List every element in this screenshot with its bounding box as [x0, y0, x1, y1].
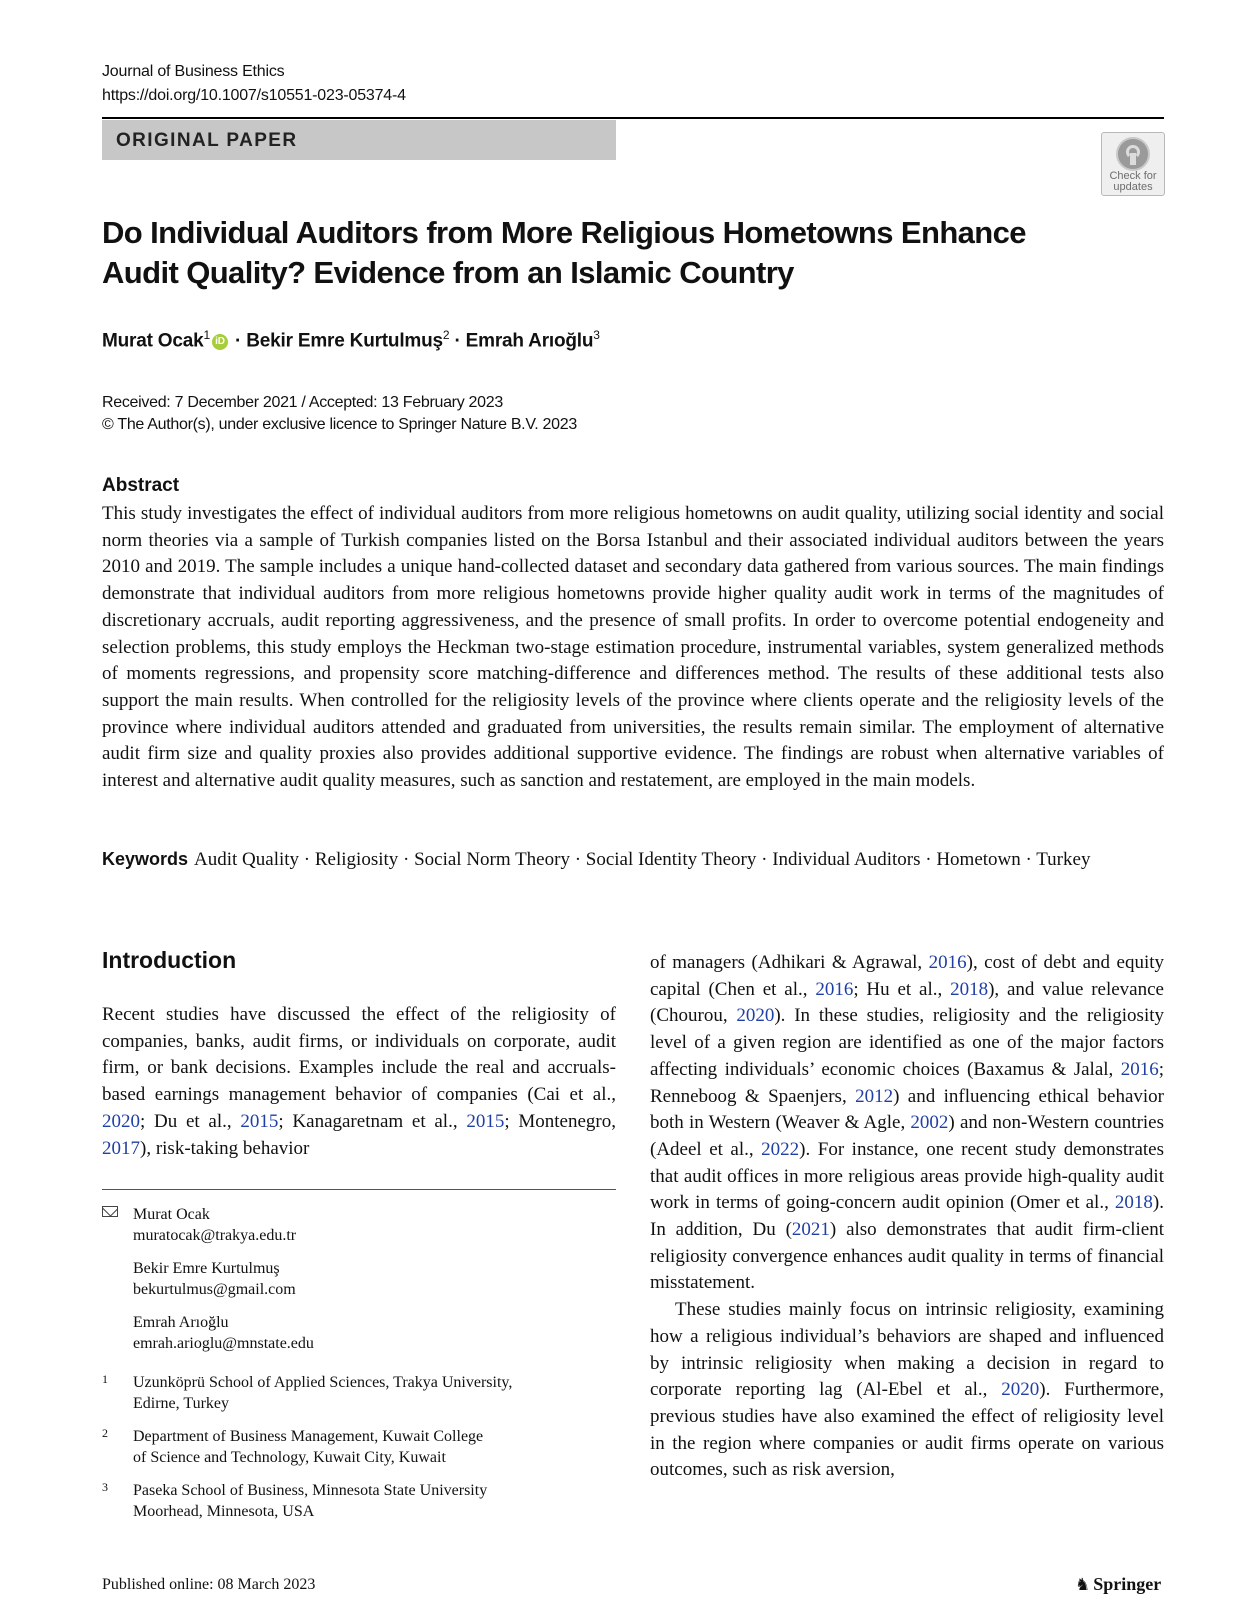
author-affiliation-mark: 1: [203, 328, 210, 342]
footnote-rule: [102, 1189, 616, 1190]
text-run: Recent studies have discussed the effect of the religiosity of companies, banks, audit firms, or individuals on corporate, audit firm, or bank decisions. Examples include the real and accruals-based earnings management behavior of companies (Cai et al.,: [102, 1004, 616, 1106]
affiliation: [102, 1480, 622, 1522]
text-run: ; Renneboog & Spaenjers,: [650, 1058, 1164, 1107]
citation-link[interactable]: 2015: [466, 1110, 505, 1132]
article-title: [102, 213, 1062, 293]
text-run: ), cost of debt and equity capital (Chen et al.,: [650, 952, 1164, 1000]
citation-link[interactable]: 2016: [815, 978, 854, 1000]
author-name[interactable]: Murat Ocak: [102, 330, 204, 352]
citation-link[interactable]: 2015: [240, 1110, 279, 1132]
envelope-icon: [102, 1206, 118, 1217]
author-separator: ·: [229, 330, 247, 352]
text-run: ). Furthermore, previous studies have also examined the effect of religiosity level in the region where companies or audit firms operate on various outcomes, such as risk aversion,: [650, 1379, 1164, 1481]
text-run: ). For instance, one recent study demonstrates that audit offices in more religious areas provide high-quality audit work in terms of going-concern audit opinion (Omer et al.,: [650, 1138, 1164, 1214]
text-run: ; Du et al.,: [140, 1110, 241, 1132]
published-online: Published online: 08 March 2023: [102, 1576, 316, 1593]
citation-link[interactable]: 2018: [1114, 1192, 1153, 1214]
citation-link[interactable]: 2020: [736, 1005, 775, 1027]
author-affiliation-mark: 3: [593, 328, 600, 342]
intro-right-column: [650, 950, 1164, 1484]
abstract-heading: Abstract: [102, 475, 180, 496]
citation-link[interactable]: 2002: [910, 1112, 949, 1134]
affiliation-number: 3: [102, 1480, 108, 1494]
author-separator: ·: [449, 330, 466, 352]
citation-link[interactable]: 2018: [950, 978, 989, 1000]
intro-paragraph-left: [102, 1002, 616, 1162]
citation-link[interactable]: 2012: [855, 1085, 894, 1107]
author-contact: [133, 1312, 622, 1354]
affiliation-number: 1: [102, 1372, 108, 1386]
paper-type-label: ORIGINAL PAPER: [116, 130, 298, 151]
check-for-updates-badge[interactable]: [1101, 132, 1165, 196]
text-run: ), and value relevance (Chourou,: [650, 978, 1164, 1027]
affiliation-line: Department of Business Management, Kuwait College: [133, 1428, 484, 1445]
check-for-updates-label: Check for updates: [1109, 170, 1157, 193]
received-accepted: Received: 7 December 2021 / Accepted: 13 February 2023: [102, 394, 503, 411]
author-list: [102, 328, 600, 352]
text-run: ) and influencing ethical behavior both in Western (Weaver & Agle,: [650, 1085, 1164, 1134]
springer-horse-icon: ♞: [1075, 1575, 1091, 1594]
text-run: These studies mainly focus on intrinsic religiosity, examining how a religious individual’s behaviors are shaped and influenced by intrinsic religiosity when making a decision in regard to corporate reporting lag (Al-Ebel et al.,: [650, 1299, 1164, 1401]
text-run: ; Montenegro,: [504, 1110, 616, 1132]
contact-email[interactable]: muratocak@trakya.edu.tr: [133, 1227, 297, 1244]
citation-link[interactable]: 2016: [1120, 1058, 1159, 1080]
citation-link[interactable]: 2020: [1001, 1379, 1040, 1401]
contact-email[interactable]: bekurtulmus@gmail.com: [133, 1281, 296, 1298]
text-run: ) and non-Western countries (Adeel et al.,: [650, 1112, 1164, 1160]
author-name[interactable]: Emrah Arıoğlu: [465, 330, 594, 352]
affiliation: [102, 1426, 622, 1468]
header-rule: [102, 117, 1164, 119]
copyright-notice: © The Author(s), under exclusive licence to Springer Nature B.V. 2023: [102, 416, 577, 433]
text-run: ), risk-taking behavior: [140, 1137, 310, 1159]
affiliation-number: 2: [102, 1426, 108, 1440]
update-bookmark-icon: [1116, 137, 1150, 171]
text-run: ). In addition, Du (: [650, 1192, 1164, 1241]
contact-name: Murat Ocak: [133, 1206, 210, 1223]
citation-link[interactable]: 2022: [761, 1138, 800, 1160]
publisher-name: Springer: [1093, 1574, 1162, 1594]
contact-name: Emrah Arıoğlu: [133, 1314, 229, 1331]
doi-link[interactable]: https://doi.org/10.1007/s10551-023-05374-4: [102, 87, 406, 104]
author-contact: [133, 1258, 622, 1300]
journal-header: [102, 60, 406, 108]
affiliation-line: of Science and Technology, Kuwait City, Kuwait: [133, 1449, 446, 1466]
correspondence-block: [102, 1204, 622, 1534]
article-dates: [102, 392, 577, 436]
affiliation-line: Moorhead, Minnesota, USA: [133, 1503, 315, 1520]
introduction-heading: Introduction: [102, 947, 237, 973]
author-contact: [133, 1204, 622, 1246]
publisher-logo[interactable]: [1075, 1574, 1161, 1595]
contact-email[interactable]: emrah.arioglu@mnstate.edu: [133, 1335, 314, 1352]
contact-name: Bekir Emre Kurtulmuş: [133, 1260, 280, 1277]
affiliation-line: Edirne, Turkey: [133, 1395, 229, 1412]
journal-name: Journal of Business Ethics: [102, 63, 285, 80]
affiliation-line: Uzunköprü School of Applied Sciences, Trakya University,: [133, 1374, 513, 1391]
title-line-2: Audit Quality? Evidence from an Islamic Country: [102, 255, 794, 290]
keywords: [102, 846, 1164, 874]
keywords-text: Audit Quality · Religiosity · Social Norm Theory · Social Identity Theory · Individual Auditors · Hometown · Turkey: [194, 849, 1091, 870]
text-run: ; Hu et al.,: [853, 978, 951, 1000]
orcid-icon[interactable]: iD: [212, 334, 228, 350]
citation-link[interactable]: 2016: [928, 952, 967, 973]
intro-paragraph-right-2: [650, 1297, 1164, 1484]
text-run: ). In these studies, religiosity and the religiosity level of a given region are identified as one of the major factors affecting individuals’ economic choices (Baxamus & Jalal,: [650, 1005, 1165, 1080]
text-run: of managers (Adhikari & Agrawal,: [650, 952, 929, 973]
paper-type-banner: [102, 120, 616, 160]
keywords-label: Keywords: [102, 849, 189, 869]
affiliation: [102, 1372, 622, 1414]
text-run: ; Kanagaretnam et al.,: [278, 1110, 467, 1132]
affiliation-line: Paseka School of Business, Minnesota State University: [133, 1482, 488, 1499]
citation-link[interactable]: 2020: [102, 1110, 140, 1132]
author-name[interactable]: Bekir Emre Kurtulmuş: [246, 330, 443, 352]
text-run: ) also demonstrates that audit firm-client religiosity convergence enhances audit quality in terms of financial misstatement.: [650, 1219, 1164, 1294]
citation-link[interactable]: 2021: [791, 1219, 830, 1241]
author-affiliation-mark: 2: [442, 328, 450, 342]
abstract-text: This study investigates the effect of individual auditors from more religious hometowns on audit quality, utilizing social identity and social norm theories via a sample of Turkish companies listed on the Borsa Istanbul and their associated individual auditors between the years 2010 and 2019. The sample includes a unique hand-collected dataset and secondary data gathered from various sources. The main findings demonstrate that individual auditors from more religious hometowns provide higher quality audit work in terms of the magnitudes of discretionary accruals, audit reporting aggressiveness, and the presence of small profits. In order to overcome potential endogeneity and selection problems, this study employs the Heckman two-stage estimation procedure, instrumental variables, system generalized methods of moments regressions, and propensity score matching-difference and differences method. The results of these additional tests also support the main results. When controlled for the religiosity levels of the province where clients operate and the religiosity levels of the province where individual auditors attended and graduated from universities, the results remain similar. The employment of alternative audit firm size and quality proxies also provides additional supportive evidence. The findings are robust when alternative variables of interest and alternative audit quality measures, such as sanction and restatement, are employed in the main models.: [102, 503, 1164, 792]
intro-paragraph-right-1: [650, 950, 1164, 1297]
citation-link[interactable]: 2017: [102, 1137, 140, 1159]
title-line-1: Do Individual Auditors from More Religious Hometowns Enhance: [102, 215, 1026, 250]
